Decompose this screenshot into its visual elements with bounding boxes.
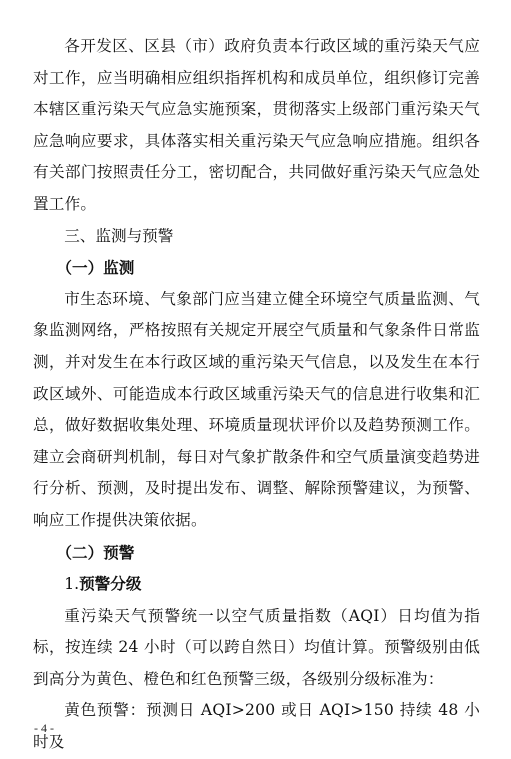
paragraph-warning-standard: 重污染天气预警统一以空气质量指数（AQI）日均值为指标，按连续 24 小时（可以跨自然日）均值计算。预警级别由低到高分为黄色、橙色和红色预警三级，各级别分级标准为：: [33, 606, 480, 688]
item-title: 预警分级: [79, 574, 142, 594]
subsection-heading-monitoring: （一）监测: [56, 258, 135, 278]
document-body: [33, 31, 480, 759]
subsection-heading-warning: （二）预警: [56, 542, 135, 562]
item-heading-warning-levels: [33, 568, 480, 601]
page-number: - 4 -: [34, 721, 54, 735]
item-number: 1.: [64, 575, 80, 594]
paragraph-monitoring: 市生态环境、气象部门应当建立健全环境空气质量监测、气象监测网络，严格按照有关规定开展空气质量和气象条件日常监测，并对发生在本行政区域的重污染天气信息，以及发生在本行政区域外、可能造成本行政区域重污染天气的信息进行收集和汇总，做好数据收集处理、环境质量现状评价以及趋势预测工作。建立会商研判机制，每日对气象扩散条件和空气质量演变趋势进行分析、预测，及时提出发布、调整、解除预警建议，为预警、响应工作提供决策依据。: [33, 289, 480, 529]
paragraph-county-responsibility: 各开发区、区县（市）政府负责本行政区域的重污染天气应对工作，应当明确相应组织指挥机构和成员单位，组织修订完善本辖区重污染天气应急实施预案，贯彻落实上级部门重污染天气应急响应要求，具体落实相关重污染天气应急响应措施。组织各有关部门按照责任分工，密切配合，共同做好重污染天气应急处置工作。: [33, 37, 480, 213]
section-heading-monitoring-warning: 三、监测与预警: [64, 226, 174, 245]
paragraph-yellow-warning: 黄色预警：预测日 AQI>200 或日 AQI>150 持续 48 小时及: [33, 701, 480, 752]
